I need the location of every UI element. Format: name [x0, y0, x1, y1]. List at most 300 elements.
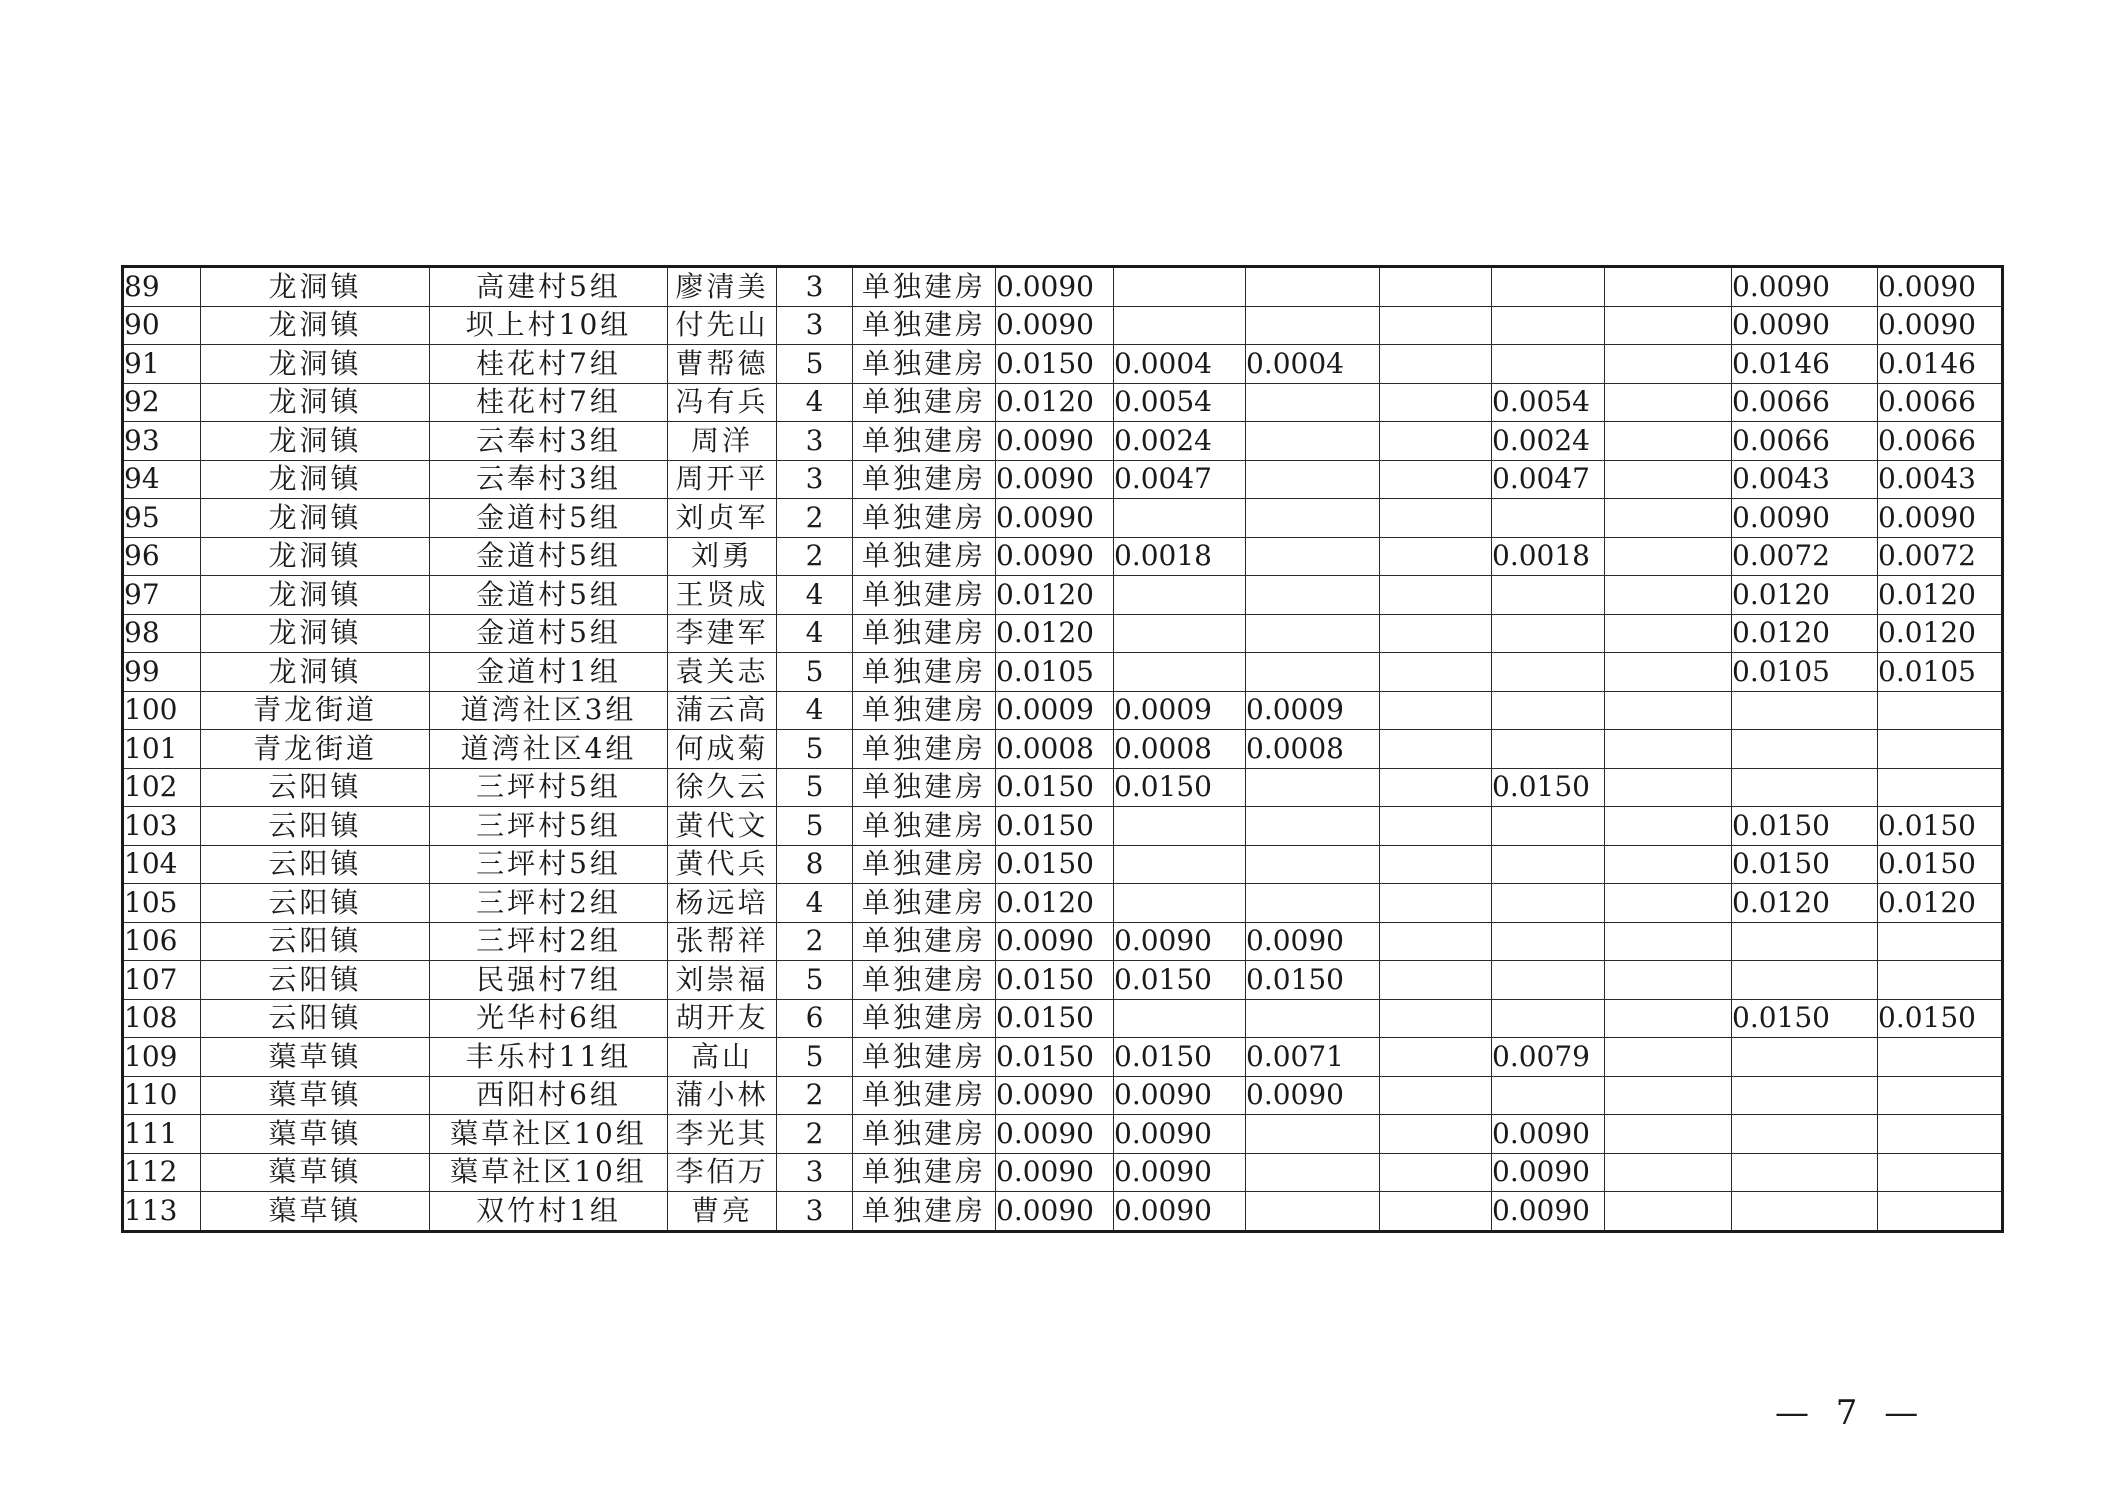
applicant-name-cell: 高山 — [668, 1038, 777, 1077]
town-cell: 云阳镇 — [201, 768, 430, 807]
unused-land-area-cell — [1878, 768, 2003, 807]
other-land-area-cell: 0.0120 — [1732, 614, 1878, 653]
household-size-cell: 4 — [777, 383, 853, 422]
household-size-cell: 3 — [777, 1192, 853, 1232]
farmland-area-cell: 0.0150 — [1114, 961, 1246, 1000]
value-col-6-cell — [1605, 884, 1732, 923]
applicant-name-cell: 胡开友 — [668, 999, 777, 1038]
project-type-cell: 单独建房 — [853, 999, 996, 1038]
total-area-cell: 0.0150 — [996, 961, 1114, 1000]
row-number-cell: 105 — [123, 884, 201, 923]
village-cell: 三坪村2组 — [430, 922, 668, 961]
village-cell: 桂花村7组 — [430, 345, 668, 384]
value-col-6-cell — [1605, 1076, 1732, 1115]
other-land-area-cell — [1732, 730, 1878, 769]
farmland-area-cell: 0.0009 — [1114, 691, 1246, 730]
village-cell: 金道村1组 — [430, 653, 668, 692]
applicant-name-cell: 王贤成 — [668, 576, 777, 615]
unused-land-area-cell — [1878, 922, 2003, 961]
unused-land-area-cell: 0.0150 — [1878, 845, 2003, 884]
value-col-5-cell — [1492, 807, 1605, 846]
project-type-cell: 单独建房 — [853, 922, 996, 961]
other-land-area-cell: 0.0150 — [1732, 999, 1878, 1038]
total-area-cell: 0.0090 — [996, 1115, 1114, 1154]
unused-land-area-cell: 0.0120 — [1878, 614, 2003, 653]
total-area-cell: 0.0120 — [996, 884, 1114, 923]
total-area-cell: 0.0105 — [996, 653, 1114, 692]
value-col-3-cell — [1246, 768, 1380, 807]
household-size-cell: 8 — [777, 845, 853, 884]
applicant-name-cell: 张帮祥 — [668, 922, 777, 961]
town-cell: 蕖草镇 — [201, 1153, 430, 1192]
town-cell: 云阳镇 — [201, 845, 430, 884]
applicant-name-cell: 蒲小林 — [668, 1076, 777, 1115]
total-area-cell: 0.0090 — [996, 460, 1114, 499]
page-number: — 7 — — [1775, 1393, 1927, 1433]
value-col-5-cell: 0.0024 — [1492, 422, 1605, 461]
farmland-area-cell — [1114, 845, 1246, 884]
project-type-cell: 单独建房 — [853, 1076, 996, 1115]
table-row — [123, 267, 2003, 307]
other-land-area-cell — [1732, 1153, 1878, 1192]
town-cell: 龙洞镇 — [201, 537, 430, 576]
value-col-5-cell — [1492, 499, 1605, 538]
total-area-cell: 0.0090 — [996, 422, 1114, 461]
value-col-3-cell — [1246, 1192, 1380, 1232]
other-land-area-cell: 0.0120 — [1732, 884, 1878, 923]
unused-land-area-cell: 0.0072 — [1878, 537, 2003, 576]
value-col-6-cell — [1605, 1192, 1732, 1232]
village-cell: 光华村6组 — [430, 999, 668, 1038]
row-number-cell: 101 — [123, 730, 201, 769]
village-cell: 坝上村10组 — [430, 306, 668, 345]
value-col-5-cell: 0.0079 — [1492, 1038, 1605, 1077]
other-land-area-cell — [1732, 768, 1878, 807]
town-cell: 龙洞镇 — [201, 345, 430, 384]
farmland-area-cell — [1114, 884, 1246, 923]
value-col-3-cell — [1246, 1153, 1380, 1192]
value-col-4-cell — [1380, 306, 1492, 345]
farmland-area-cell: 0.0024 — [1114, 422, 1246, 461]
value-col-4-cell — [1380, 807, 1492, 846]
total-area-cell: 0.0090 — [996, 267, 1114, 307]
table-row — [123, 537, 2003, 576]
town-cell: 青龙街道 — [201, 730, 430, 769]
value-col-3-cell — [1246, 884, 1380, 923]
row-number-cell: 95 — [123, 499, 201, 538]
town-cell: 云阳镇 — [201, 961, 430, 1000]
value-col-5-cell — [1492, 345, 1605, 384]
value-col-5-cell: 0.0047 — [1492, 460, 1605, 499]
other-land-area-cell: 0.0150 — [1732, 845, 1878, 884]
table-row — [123, 845, 2003, 884]
other-land-area-cell — [1732, 691, 1878, 730]
applicant-name-cell: 黄代兵 — [668, 845, 777, 884]
household-size-cell: 3 — [777, 267, 853, 307]
project-type-cell: 单独建房 — [853, 1115, 996, 1154]
row-number-cell: 113 — [123, 1192, 201, 1232]
table-row — [123, 807, 2003, 846]
value-col-3-cell — [1246, 845, 1380, 884]
project-type-cell: 单独建房 — [853, 768, 996, 807]
farmland-area-cell: 0.0090 — [1114, 1076, 1246, 1115]
row-number-cell: 89 — [123, 267, 201, 307]
table-row — [123, 1076, 2003, 1115]
project-type-cell: 单独建房 — [853, 961, 996, 1000]
unused-land-area-cell — [1878, 1153, 2003, 1192]
applicant-name-cell: 廖清美 — [668, 267, 777, 307]
household-size-cell: 5 — [777, 1038, 853, 1077]
value-col-4-cell — [1380, 653, 1492, 692]
village-cell: 三坪村5组 — [430, 845, 668, 884]
table-row — [123, 768, 2003, 807]
row-number-cell: 90 — [123, 306, 201, 345]
village-cell: 丰乐村11组 — [430, 1038, 668, 1077]
unused-land-area-cell — [1878, 1076, 2003, 1115]
value-col-4-cell — [1380, 499, 1492, 538]
total-area-cell: 0.0090 — [996, 1076, 1114, 1115]
value-col-5-cell: 0.0150 — [1492, 768, 1605, 807]
value-col-3-cell — [1246, 306, 1380, 345]
value-col-3-cell: 0.0004 — [1246, 345, 1380, 384]
household-size-cell: 5 — [777, 961, 853, 1000]
value-col-3-cell: 0.0009 — [1246, 691, 1380, 730]
other-land-area-cell: 0.0066 — [1732, 383, 1878, 422]
unused-land-area-cell: 0.0120 — [1878, 576, 2003, 615]
household-size-cell: 5 — [777, 768, 853, 807]
applicant-name-cell: 刘勇 — [668, 537, 777, 576]
row-number-cell: 99 — [123, 653, 201, 692]
value-col-4-cell — [1380, 1153, 1492, 1192]
village-cell: 蕖草社区10组 — [430, 1153, 668, 1192]
total-area-cell: 0.0090 — [996, 1153, 1114, 1192]
row-number-cell: 102 — [123, 768, 201, 807]
household-size-cell: 5 — [777, 653, 853, 692]
value-col-6-cell — [1605, 1038, 1732, 1077]
farmland-area-cell — [1114, 999, 1246, 1038]
applicant-name-cell: 刘崇福 — [668, 961, 777, 1000]
row-number-cell: 96 — [123, 537, 201, 576]
value-col-6-cell — [1605, 922, 1732, 961]
village-cell: 道湾社区4组 — [430, 730, 668, 769]
total-area-cell: 0.0150 — [996, 807, 1114, 846]
household-size-cell: 4 — [777, 614, 853, 653]
row-number-cell: 112 — [123, 1153, 201, 1192]
farmland-area-cell — [1114, 306, 1246, 345]
table-row — [123, 730, 2003, 769]
unused-land-area-cell: 0.0090 — [1878, 306, 2003, 345]
unused-land-area-cell — [1878, 1038, 2003, 1077]
unused-land-area-cell — [1878, 1192, 2003, 1232]
unused-land-area-cell — [1878, 1115, 2003, 1154]
project-type-cell: 单独建房 — [853, 1153, 996, 1192]
table-row — [123, 614, 2003, 653]
other-land-area-cell — [1732, 1192, 1878, 1232]
applicant-name-cell: 李建军 — [668, 614, 777, 653]
farmland-area-cell: 0.0150 — [1114, 1038, 1246, 1077]
project-type-cell: 单独建房 — [853, 730, 996, 769]
value-col-5-cell — [1492, 999, 1605, 1038]
total-area-cell: 0.0090 — [996, 499, 1114, 538]
town-cell: 龙洞镇 — [201, 576, 430, 615]
town-cell: 云阳镇 — [201, 922, 430, 961]
value-col-3-cell: 0.0008 — [1246, 730, 1380, 769]
table-row — [123, 1192, 2003, 1232]
project-type-cell: 单独建房 — [853, 345, 996, 384]
village-cell: 金道村5组 — [430, 537, 668, 576]
total-area-cell: 0.0150 — [996, 345, 1114, 384]
value-col-6-cell — [1605, 383, 1732, 422]
farmland-area-cell — [1114, 499, 1246, 538]
total-area-cell: 0.0090 — [996, 306, 1114, 345]
household-size-cell: 3 — [777, 460, 853, 499]
table-row — [123, 460, 2003, 499]
household-size-cell: 5 — [777, 730, 853, 769]
project-type-cell: 单独建房 — [853, 422, 996, 461]
farmland-area-cell: 0.0150 — [1114, 768, 1246, 807]
value-col-5-cell — [1492, 1076, 1605, 1115]
farmland-area-cell: 0.0090 — [1114, 1115, 1246, 1154]
applicant-name-cell: 徐久云 — [668, 768, 777, 807]
value-col-3-cell — [1246, 653, 1380, 692]
value-col-3-cell — [1246, 460, 1380, 499]
value-col-6-cell — [1605, 1115, 1732, 1154]
project-type-cell: 单独建房 — [853, 845, 996, 884]
row-number-cell: 98 — [123, 614, 201, 653]
value-col-4-cell — [1380, 383, 1492, 422]
value-col-3-cell — [1246, 383, 1380, 422]
total-area-cell: 0.0120 — [996, 383, 1114, 422]
applicant-name-cell: 刘贞军 — [668, 499, 777, 538]
town-cell: 龙洞镇 — [201, 614, 430, 653]
village-cell: 道湾社区3组 — [430, 691, 668, 730]
value-col-3-cell — [1246, 614, 1380, 653]
value-col-3-cell: 0.0090 — [1246, 922, 1380, 961]
value-col-5-cell — [1492, 653, 1605, 692]
value-col-6-cell — [1605, 653, 1732, 692]
value-col-5-cell — [1492, 845, 1605, 884]
table-row — [123, 1115, 2003, 1154]
town-cell: 龙洞镇 — [201, 306, 430, 345]
value-col-6-cell — [1605, 576, 1732, 615]
unused-land-area-cell: 0.0146 — [1878, 345, 2003, 384]
unused-land-area-cell: 0.0090 — [1878, 499, 2003, 538]
village-cell: 民强村7组 — [430, 961, 668, 1000]
other-land-area-cell: 0.0090 — [1732, 306, 1878, 345]
value-col-4-cell — [1380, 1192, 1492, 1232]
other-land-area-cell — [1732, 1115, 1878, 1154]
value-col-5-cell: 0.0090 — [1492, 1192, 1605, 1232]
other-land-area-cell: 0.0090 — [1732, 267, 1878, 307]
value-col-3-cell — [1246, 499, 1380, 538]
other-land-area-cell — [1732, 1038, 1878, 1077]
value-col-6-cell — [1605, 306, 1732, 345]
table-row — [123, 576, 2003, 615]
applicant-name-cell: 黄代文 — [668, 807, 777, 846]
applicant-name-cell: 袁关志 — [668, 653, 777, 692]
unused-land-area-cell: 0.0150 — [1878, 807, 2003, 846]
table-row — [123, 691, 2003, 730]
value-col-6-cell — [1605, 999, 1732, 1038]
value-col-5-cell — [1492, 691, 1605, 730]
value-col-4-cell — [1380, 460, 1492, 499]
value-col-3-cell — [1246, 576, 1380, 615]
project-type-cell: 单独建房 — [853, 614, 996, 653]
farmland-area-cell — [1114, 576, 1246, 615]
value-col-4-cell — [1380, 922, 1492, 961]
row-number-cell: 106 — [123, 922, 201, 961]
project-type-cell: 单独建房 — [853, 383, 996, 422]
total-area-cell: 0.0120 — [996, 576, 1114, 615]
value-col-5-cell: 0.0090 — [1492, 1115, 1605, 1154]
village-cell: 西阳村6组 — [430, 1076, 668, 1115]
other-land-area-cell: 0.0090 — [1732, 499, 1878, 538]
village-cell: 金道村5组 — [430, 499, 668, 538]
value-col-3-cell — [1246, 807, 1380, 846]
value-col-5-cell — [1492, 267, 1605, 307]
farmland-area-cell: 0.0090 — [1114, 1192, 1246, 1232]
town-cell: 龙洞镇 — [201, 460, 430, 499]
farmland-area-cell: 0.0047 — [1114, 460, 1246, 499]
town-cell: 云阳镇 — [201, 884, 430, 923]
farmland-area-cell: 0.0008 — [1114, 730, 1246, 769]
farmland-area-cell: 0.0054 — [1114, 383, 1246, 422]
table-row — [123, 306, 2003, 345]
value-col-4-cell — [1380, 961, 1492, 1000]
town-cell: 蕖草镇 — [201, 1192, 430, 1232]
applicant-name-cell: 李佰万 — [668, 1153, 777, 1192]
table-row — [123, 653, 2003, 692]
other-land-area-cell — [1732, 1076, 1878, 1115]
town-cell: 龙洞镇 — [201, 383, 430, 422]
value-col-5-cell — [1492, 961, 1605, 1000]
project-type-cell: 单独建房 — [853, 576, 996, 615]
value-col-4-cell — [1380, 1038, 1492, 1077]
village-cell: 高建村5组 — [430, 267, 668, 307]
unused-land-area-cell: 0.0066 — [1878, 422, 2003, 461]
project-type-cell: 单独建房 — [853, 1192, 996, 1232]
project-type-cell: 单独建房 — [853, 267, 996, 307]
value-col-4-cell — [1380, 768, 1492, 807]
value-col-4-cell — [1380, 999, 1492, 1038]
value-col-4-cell — [1380, 884, 1492, 923]
row-number-cell: 111 — [123, 1115, 201, 1154]
household-size-cell: 2 — [777, 499, 853, 538]
farmland-area-cell: 0.0018 — [1114, 537, 1246, 576]
other-land-area-cell: 0.0105 — [1732, 653, 1878, 692]
row-number-cell: 109 — [123, 1038, 201, 1077]
village-cell: 三坪村2组 — [430, 884, 668, 923]
town-cell: 龙洞镇 — [201, 267, 430, 307]
row-number-cell: 103 — [123, 807, 201, 846]
total-area-cell: 0.0008 — [996, 730, 1114, 769]
farmland-area-cell: 0.0090 — [1114, 1153, 1246, 1192]
town-cell: 蕖草镇 — [201, 1076, 430, 1115]
value-col-3-cell — [1246, 1115, 1380, 1154]
household-size-cell: 2 — [777, 1076, 853, 1115]
other-land-area-cell — [1732, 922, 1878, 961]
total-area-cell: 0.0150 — [996, 768, 1114, 807]
value-col-4-cell — [1380, 1076, 1492, 1115]
unused-land-area-cell — [1878, 961, 2003, 1000]
value-col-5-cell — [1492, 614, 1605, 653]
unused-land-area-cell: 0.0120 — [1878, 884, 2003, 923]
household-size-cell: 5 — [777, 807, 853, 846]
table-row — [123, 345, 2003, 384]
other-land-area-cell: 0.0043 — [1732, 460, 1878, 499]
project-type-cell: 单独建房 — [853, 306, 996, 345]
row-number-cell: 104 — [123, 845, 201, 884]
value-col-4-cell — [1380, 845, 1492, 884]
town-cell: 龙洞镇 — [201, 653, 430, 692]
other-land-area-cell: 0.0120 — [1732, 576, 1878, 615]
value-col-6-cell — [1605, 499, 1732, 538]
value-col-3-cell — [1246, 999, 1380, 1038]
total-area-cell: 0.0150 — [996, 1038, 1114, 1077]
value-col-6-cell — [1605, 845, 1732, 884]
table-row — [123, 1153, 2003, 1192]
household-size-cell: 2 — [777, 1115, 853, 1154]
other-land-area-cell: 0.0072 — [1732, 537, 1878, 576]
table-row — [123, 422, 2003, 461]
town-cell: 蕖草镇 — [201, 1115, 430, 1154]
value-col-5-cell: 0.0054 — [1492, 383, 1605, 422]
table-row — [123, 884, 2003, 923]
town-cell: 青龙街道 — [201, 691, 430, 730]
farmland-area-cell — [1114, 653, 1246, 692]
value-col-4-cell — [1380, 345, 1492, 384]
unused-land-area-cell: 0.0066 — [1878, 383, 2003, 422]
farmland-area-cell — [1114, 614, 1246, 653]
value-col-6-cell — [1605, 267, 1732, 307]
value-col-3-cell: 0.0090 — [1246, 1076, 1380, 1115]
value-col-3-cell — [1246, 537, 1380, 576]
total-area-cell: 0.0150 — [996, 999, 1114, 1038]
value-col-6-cell — [1605, 961, 1732, 1000]
table-row — [123, 961, 2003, 1000]
unused-land-area-cell: 0.0105 — [1878, 653, 2003, 692]
row-number-cell: 91 — [123, 345, 201, 384]
other-land-area-cell: 0.0066 — [1732, 422, 1878, 461]
village-cell: 金道村5组 — [430, 614, 668, 653]
applicant-name-cell: 周开平 — [668, 460, 777, 499]
unused-land-area-cell — [1878, 730, 2003, 769]
value-col-6-cell — [1605, 691, 1732, 730]
applicant-name-cell: 周洋 — [668, 422, 777, 461]
applicant-name-cell: 曹帮德 — [668, 345, 777, 384]
total-area-cell: 0.0120 — [996, 614, 1114, 653]
household-size-cell: 4 — [777, 576, 853, 615]
farmland-area-cell: 0.0004 — [1114, 345, 1246, 384]
farmland-area-cell — [1114, 267, 1246, 307]
unused-land-area-cell: 0.0043 — [1878, 460, 2003, 499]
town-cell: 龙洞镇 — [201, 422, 430, 461]
other-land-area-cell: 0.0146 — [1732, 345, 1878, 384]
village-cell: 云奉村3组 — [430, 422, 668, 461]
value-col-4-cell — [1380, 691, 1492, 730]
village-cell: 桂花村7组 — [430, 383, 668, 422]
project-type-cell: 单独建房 — [853, 653, 996, 692]
value-col-5-cell — [1492, 576, 1605, 615]
table-row — [123, 999, 2003, 1038]
project-type-cell: 单独建房 — [853, 537, 996, 576]
row-number-cell: 94 — [123, 460, 201, 499]
project-type-cell: 单独建房 — [853, 499, 996, 538]
table-row — [123, 499, 2003, 538]
household-size-cell: 6 — [777, 999, 853, 1038]
project-type-cell: 单独建房 — [853, 460, 996, 499]
value-col-6-cell — [1605, 1153, 1732, 1192]
